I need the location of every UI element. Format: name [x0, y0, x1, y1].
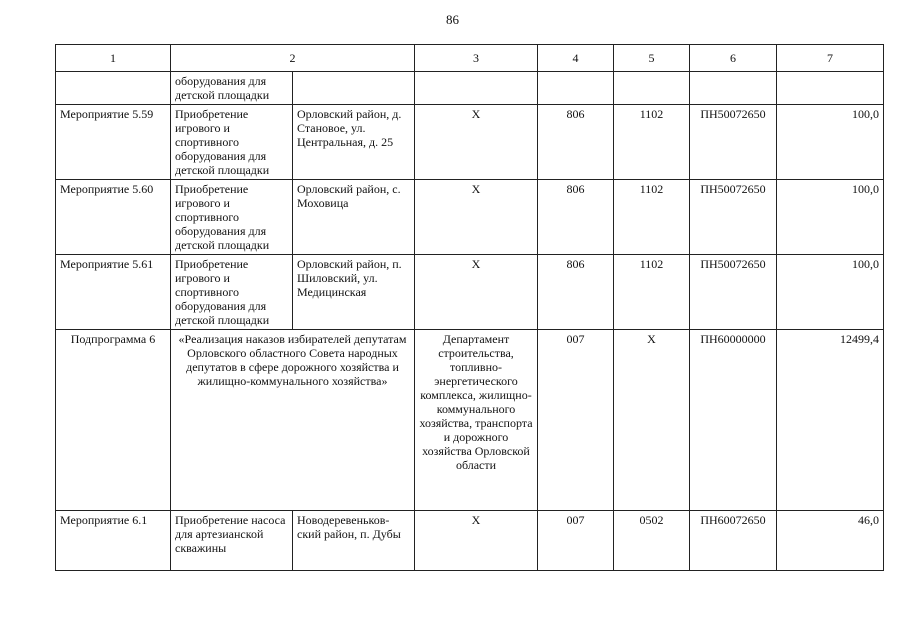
amount-cell: 100,0 — [777, 255, 884, 330]
table-row — [56, 255, 884, 330]
csr-cell: ПН60072650 — [690, 511, 777, 571]
header-col-7: 7 — [777, 45, 884, 72]
grbs-cell: 007 — [538, 330, 614, 511]
row-id-cell: Мероприятие 6.1 — [56, 511, 171, 571]
grbs-cell — [538, 72, 614, 105]
amount-cell: 100,0 — [777, 105, 884, 180]
header-col-4: 4 — [538, 45, 614, 72]
grbs-cell: 007 — [538, 511, 614, 571]
rzpr-cell: 1102 — [614, 255, 690, 330]
header-col-1: 1 — [56, 45, 171, 72]
rzpr-cell: 0502 — [614, 511, 690, 571]
description-cell: Приобретение игрового и спортивного оборудования для детской площадки — [171, 255, 293, 330]
executor-cell: Х — [415, 255, 538, 330]
amount-cell: 12499,4 — [777, 330, 884, 511]
row-id-cell — [56, 72, 171, 105]
csr-cell: ПН60000000 — [690, 330, 777, 511]
amount-cell: 100,0 — [777, 180, 884, 255]
amount-cell — [777, 72, 884, 105]
amount-cell: 46,0 — [777, 511, 884, 571]
continuation-row — [56, 72, 884, 105]
subprogram-executor-cell: Департамент строительства, топливно-энергетического комплекса, жилищно-коммунального хозяйства, транспорта и дорожного хозяйства Орловской области — [415, 330, 538, 511]
grbs-cell: 806 — [538, 180, 614, 255]
rzpr-cell: 1102 — [614, 180, 690, 255]
description-cell: Приобретение игрового и спортивного оборудования для детской площадки — [171, 105, 293, 180]
header-col-5: 5 — [614, 45, 690, 72]
header-col-2: 2 — [171, 45, 415, 72]
header-row — [56, 45, 884, 72]
table-row — [56, 105, 884, 180]
location-cell — [293, 72, 415, 105]
description-cell: Приобретение игрового и спортивного оборудования для детской площадки — [171, 180, 293, 255]
rzpr-cell: Х — [614, 330, 690, 511]
executor-cell: Х — [415, 511, 538, 571]
table-row — [56, 180, 884, 255]
location-cell: Новодеревеньков-ский район, п. Дубы — [293, 511, 415, 571]
csr-cell: ПН50072650 — [690, 180, 777, 255]
description-cell: оборудования для детской площадки — [171, 72, 293, 105]
row-id-cell: Мероприятие 5.61 — [56, 255, 171, 330]
subprogram-row — [56, 330, 884, 511]
grbs-cell: 806 — [538, 105, 614, 180]
grbs-cell: 806 — [538, 255, 614, 330]
row-id-cell: Мероприятие 5.60 — [56, 180, 171, 255]
executor-cell: Х — [415, 180, 538, 255]
location-cell: Орловский район, п. Шиловский, ул. Медицинская — [293, 255, 415, 330]
location-cell: Орловский район, д. Становое, ул. Центральная, д. 25 — [293, 105, 415, 180]
table-row — [56, 511, 884, 571]
row-id-cell: Мероприятие 5.59 — [56, 105, 171, 180]
budget-table — [55, 44, 884, 571]
executor-cell: Х — [415, 105, 538, 180]
page-number: 86 — [446, 12, 459, 27]
csr-cell — [690, 72, 777, 105]
header-col-3: 3 — [415, 45, 538, 72]
subprogram-description-cell: «Реализация наказов избирателей депутатам Орловского областного Совета народных депутатов в сфере дорожного хозяйства и жилищно-коммунального хозяйства» — [171, 330, 415, 511]
header-col-6: 6 — [690, 45, 777, 72]
executor-cell — [415, 72, 538, 105]
location-cell: Орловский район, с. Моховица — [293, 180, 415, 255]
rzpr-cell — [614, 72, 690, 105]
csr-cell: ПН50072650 — [690, 105, 777, 180]
subprogram-id-cell: Подпрограмма 6 — [56, 330, 171, 511]
description-cell: Приобретение насоса для артезианской скважины — [171, 511, 293, 571]
rzpr-cell: 1102 — [614, 105, 690, 180]
csr-cell: ПН50072650 — [690, 255, 777, 330]
